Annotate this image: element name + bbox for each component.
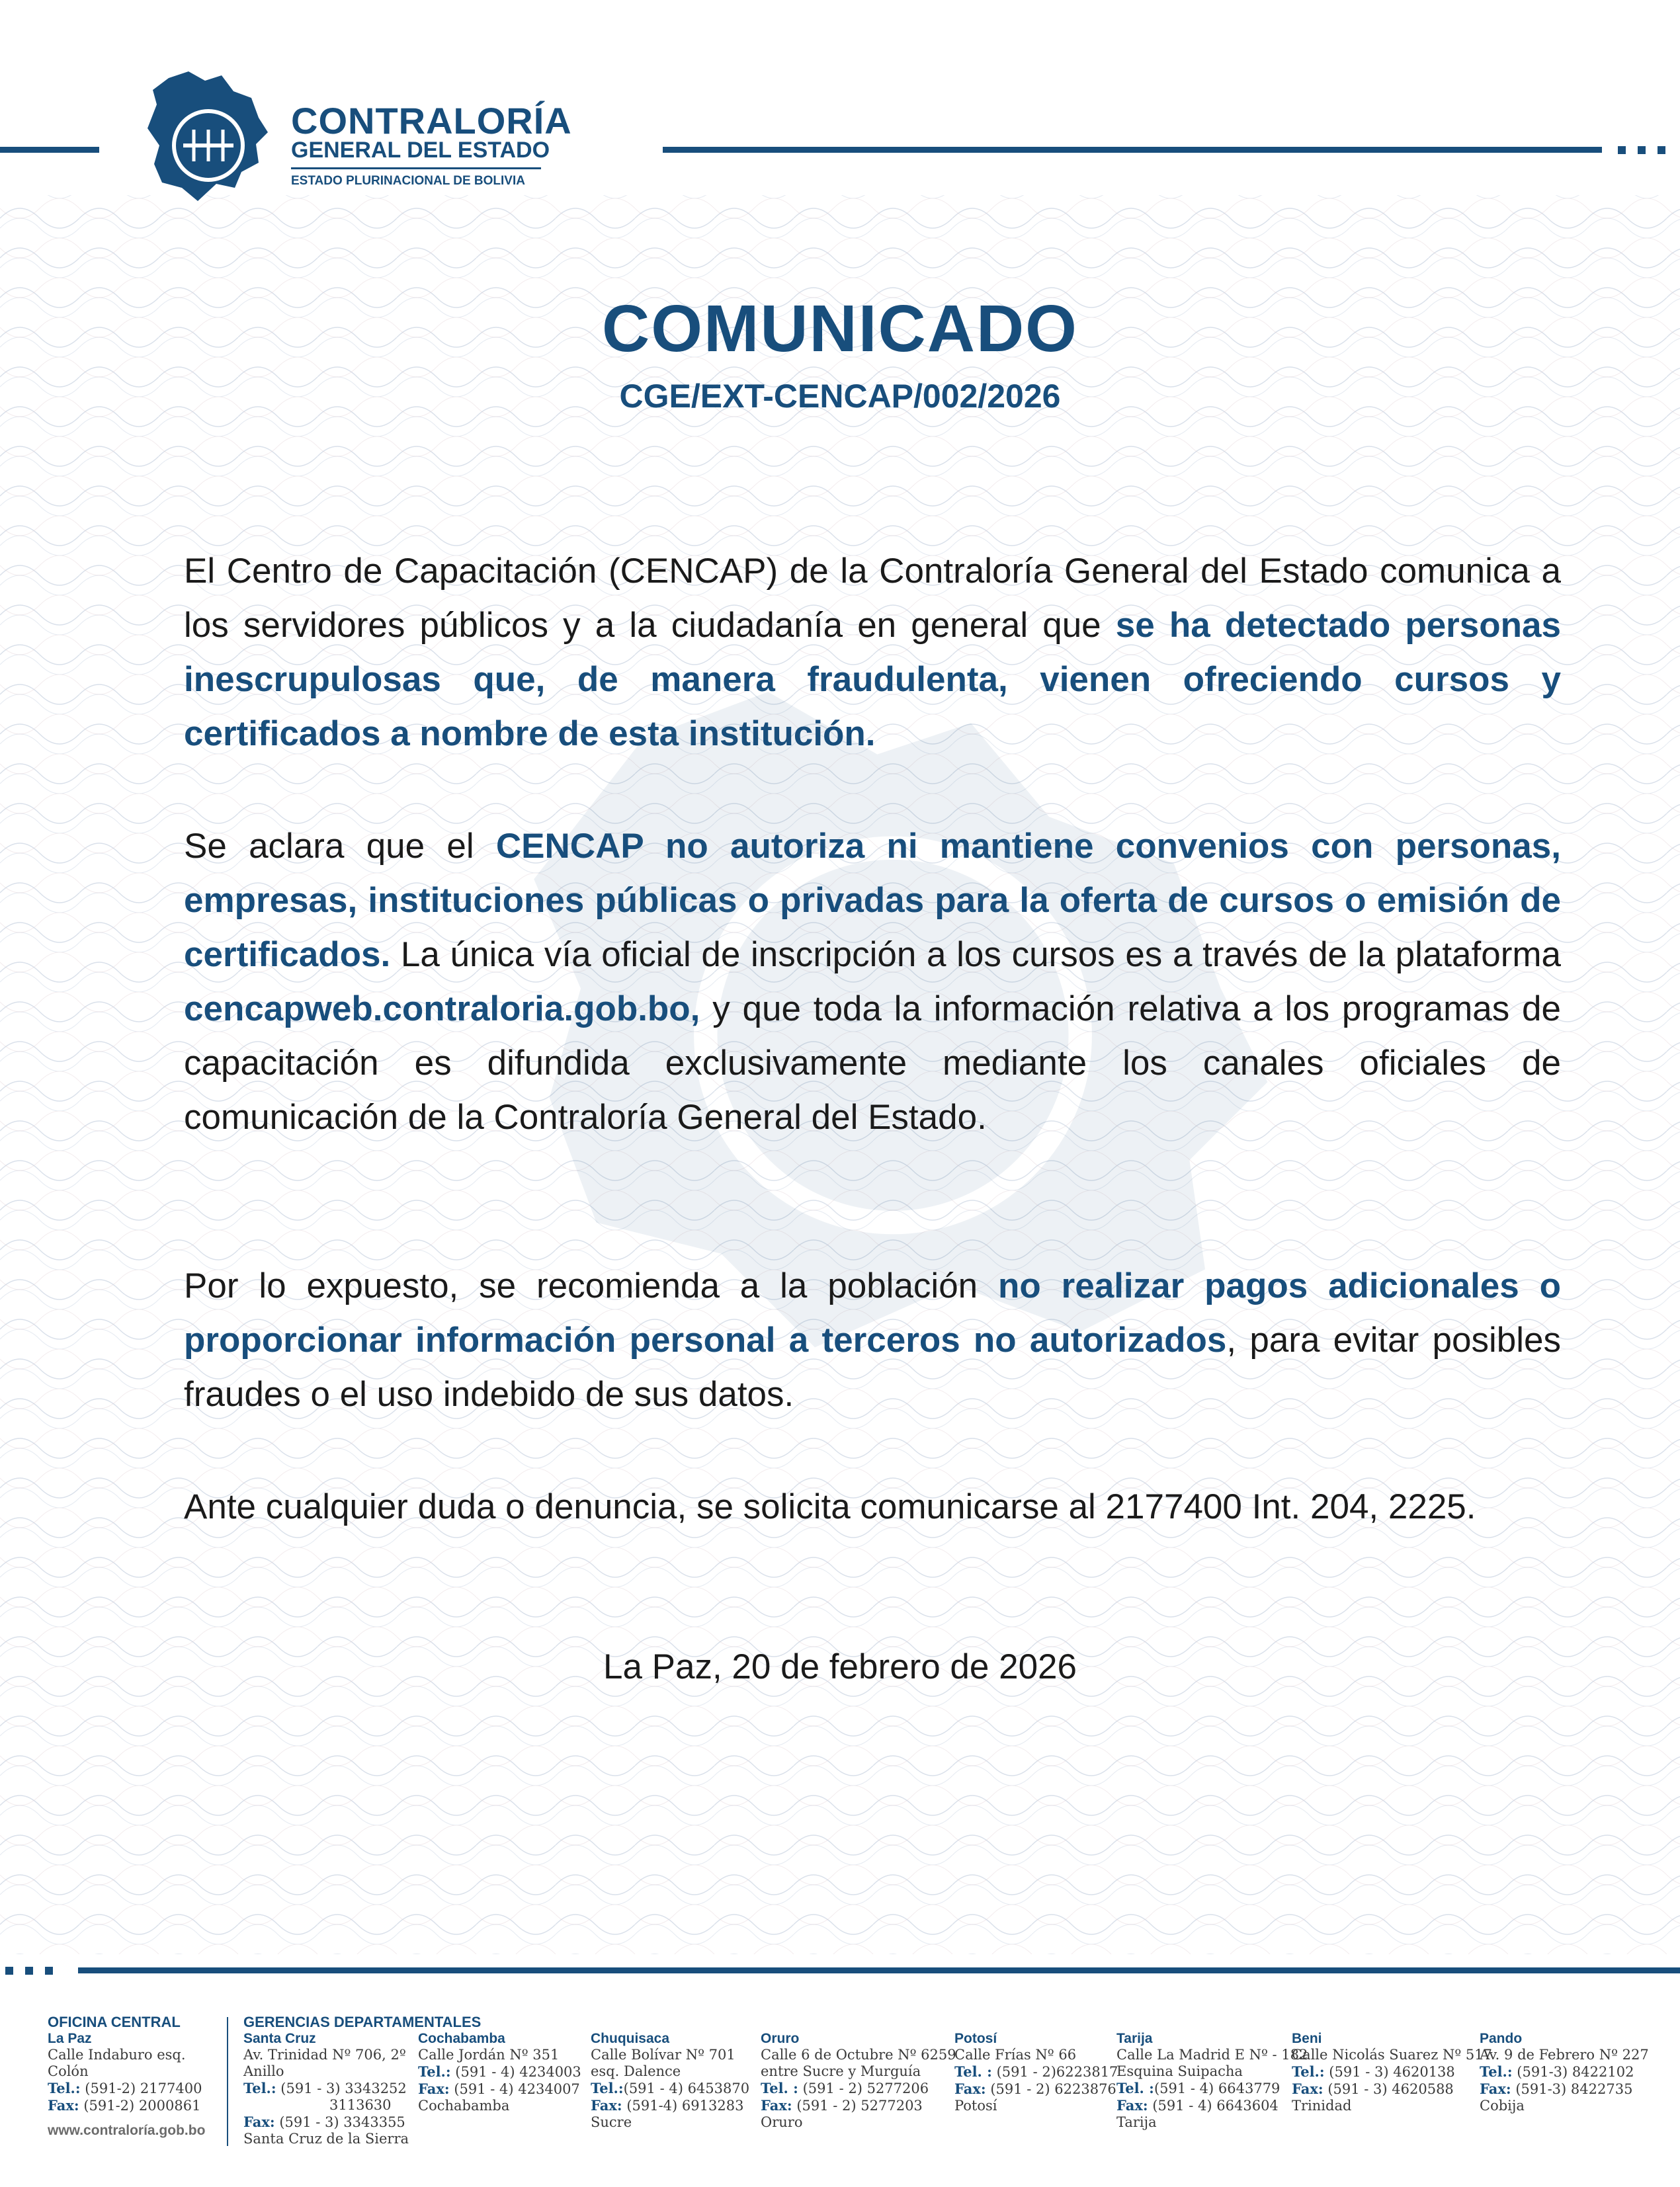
office-fax: Fax: (591 - 4) 6643604	[1116, 2097, 1279, 2114]
brand-name: CONTRALORÍA	[291, 100, 572, 142]
office-tel: Tel.: (591 - 3) 4620138	[1292, 2063, 1455, 2080]
cge-logo-icon	[142, 71, 284, 230]
footer-office-2	[591, 2030, 749, 2131]
website-link[interactable]: www.contraloría.gob.bo	[48, 2123, 206, 2138]
footer-office-7	[1480, 2030, 1649, 2114]
office-address-line: Calle Jordán Nº 351	[418, 2047, 560, 2063]
office-fax: Fax: (591 - 2) 5277203	[761, 2097, 923, 2114]
office-city-name: Cochabamba	[418, 2098, 510, 2114]
header-rule-left	[0, 147, 99, 153]
brand-divider	[291, 167, 541, 169]
paragraph-3-text-b: , para evitar posibles fraudes o el uso indebido de sus datos.	[184, 1321, 1561, 1414]
office-fax: Fax: (591 - 4) 4234007	[418, 2081, 580, 2097]
office-tel: Tel. : (591 - 2)6223817	[954, 2063, 1118, 2080]
office-fax: Fax: (591 - 2) 6223876	[954, 2081, 1116, 2097]
paragraph-2-highlight-a: CENCAP no autoriza ni mantiene convenios con personas, empresas, instituciones públicas o privadas para la oferta de cursos o emisión de certificados.	[184, 827, 1561, 974]
office-city: Potosí	[954, 2031, 997, 2046]
office-city: Pando	[1480, 2031, 1523, 2046]
office-city-name: Sucre	[591, 2114, 632, 2130]
brand-tagline: ESTADO PLURINACIONAL DE BOLIVIA	[291, 174, 525, 188]
paragraph-3-highlight: no realizar pagos adicionales o proporcionar información personal a terceros no autorizados	[184, 1266, 1561, 1360]
footer-office-5	[1116, 2030, 1308, 2131]
central-office-tel: Tel.: (591-2) 2177400	[48, 2080, 202, 2096]
office-city-name: Tarija	[1116, 2114, 1157, 2130]
paragraph-2-text-c: y que toda la información relativa a los programas de capacitación es difundida exclusivamente mediante los canales oficiales de comunicación de la Contraloría General del Estado.	[184, 989, 1561, 1137]
office-city-name: Cobija	[1480, 2098, 1525, 2114]
platform-link[interactable]: cencapweb.contraloria.gob.bo,	[184, 989, 700, 1028]
office-address-line: Calle La Madrid E Nº - 182	[1116, 2047, 1308, 2063]
footer-rule	[78, 1967, 1680, 1973]
paragraph-1-highlight: se ha detectado personas inescrupulosas que, de manera fraudulenta, vienen ofreciendo cursos y certificados a nombre de esta institución.	[184, 606, 1561, 753]
footer-office-0	[243, 2030, 409, 2147]
document-reference: CGE/EXT-CENCAP/002/2026	[619, 378, 1061, 415]
office-fax: Fax: (591 - 3) 3343355	[243, 2114, 405, 2130]
office-city-name: Potosí	[954, 2098, 997, 2114]
document-title: COMUNICADO	[602, 292, 1078, 366]
paragraph-2	[184, 819, 1561, 1145]
header-dots	[1618, 146, 1665, 154]
paragraph-1-text: El Centro de Capacitación (CENCAP) de la Contraloría General del Estado comunica a los servidores públicos y a la ciudadanía en general que	[184, 552, 1561, 645]
paragraph-3-text-a: Por lo expuesto, se recomienda a la población	[184, 1266, 999, 1305]
office-address-line: Anillo	[243, 2063, 284, 2079]
office-city: Beni	[1292, 2031, 1322, 2046]
paragraph-2-text-b: La única vía oficial de inscripción a los cursos es a través de la plataforma	[390, 935, 1561, 974]
office-fax: Fax: (591 - 3) 4620588	[1292, 2081, 1454, 2097]
central-office-address-1: Calle Indaburo esq.	[48, 2047, 186, 2063]
office-address-line: Calle 6 de Octubre Nº 6259	[761, 2047, 956, 2063]
office-tel: Tel. :(591 - 4) 6643779	[1116, 2080, 1281, 2096]
header-rule-right	[663, 147, 1602, 153]
office-city-name: Santa Cruz de la Sierra	[243, 2131, 409, 2147]
central-office-city: La Paz	[48, 2031, 92, 2046]
office-address-line: entre Sucre y Murguía	[761, 2063, 921, 2079]
central-office-fax: Fax: (591-2) 2000861	[48, 2097, 201, 2114]
footer-departamentales-heading: GERENCIAS DEPARTAMENTALES	[243, 2014, 482, 2030]
document-date: La Paz, 20 de febrero de 2026	[603, 1647, 1077, 1686]
office-tel-secondary: 3113630	[329, 2097, 392, 2113]
paragraph-2-text-a: Se aclara que el	[184, 827, 496, 866]
paragraph-4: Ante cualquier duda o denuncia, se solicita comunicarse al 2177400 Int. 204, 2225.	[184, 1487, 1476, 1526]
footer-dots	[5, 1967, 53, 1975]
footer-office-6	[1292, 2030, 1492, 2114]
office-tel: Tel.:(591 - 4) 6453870	[591, 2080, 750, 2096]
office-city: Oruro	[761, 2031, 800, 2046]
office-address-line: Esquina Suipacha	[1116, 2063, 1243, 2079]
office-city: Tarija	[1116, 2031, 1153, 2046]
footer-office-3	[761, 2030, 956, 2131]
office-city: Santa Cruz	[243, 2031, 316, 2046]
office-fax: Fax: (591-3) 8422735	[1480, 2081, 1633, 2097]
office-address-line: Av. Trinidad Nº 706, 2º	[243, 2047, 406, 2063]
footer-central-office	[48, 2014, 205, 2139]
office-address-line: Calle Frías Nº 66	[954, 2047, 1077, 2063]
office-address-line: Av. 9 de Febrero Nº 227	[1480, 2047, 1649, 2063]
footer-office-4	[954, 2030, 1118, 2114]
office-address-line: esq. Dalence	[591, 2063, 681, 2079]
office-tel: Tel. : (591 - 2) 5277206	[761, 2080, 929, 2096]
office-address-line: Calle Nicolás Suarez Nº 517	[1292, 2047, 1492, 2063]
footer-office-1	[418, 2030, 581, 2114]
office-fax: Fax: (591-4) 6913283	[591, 2097, 744, 2114]
office-city-name: Oruro	[761, 2114, 803, 2130]
office-city: Cochabamba	[418, 2031, 505, 2046]
central-office-address-2: Colón	[48, 2063, 89, 2079]
paragraph-3	[184, 1259, 1561, 1422]
central-office-heading: OFICINA CENTRAL	[48, 2014, 181, 2030]
office-address-line: Calle Bolívar Nº 701	[591, 2047, 735, 2063]
brand-subname: GENERAL DEL ESTADO	[291, 138, 550, 163]
office-city: Chuquisaca	[591, 2031, 670, 2046]
office-city-name: Trinidad	[1292, 2098, 1352, 2114]
office-tel: Tel.: (591 - 3) 3343252	[243, 2080, 407, 2096]
paragraph-1	[184, 544, 1561, 761]
office-tel: Tel.: (591-3) 8422102	[1480, 2063, 1634, 2080]
office-tel: Tel.: (591 - 4) 4234003	[418, 2063, 581, 2080]
footer-divider	[227, 2017, 228, 2146]
